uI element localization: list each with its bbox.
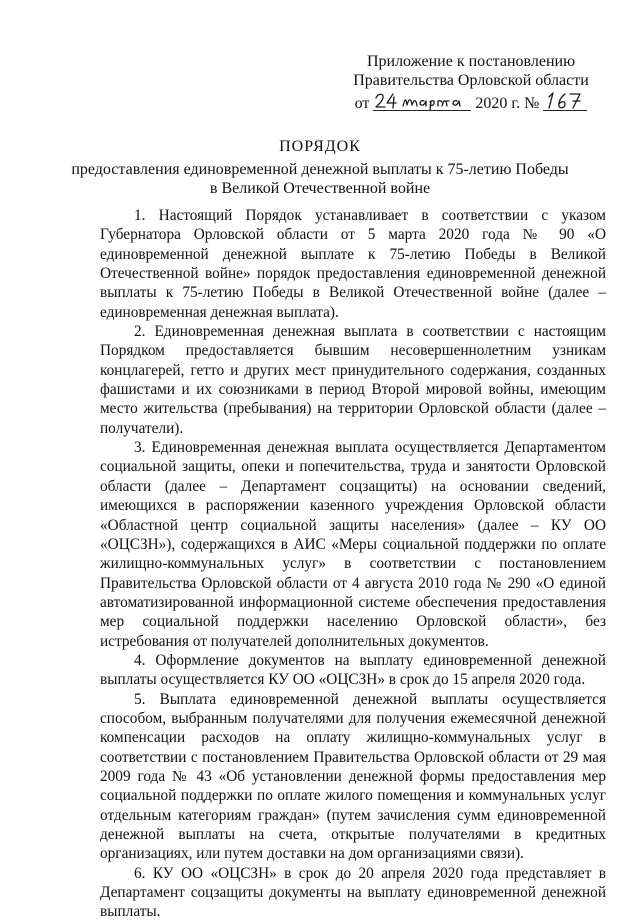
annex-year: 2020 г. № <box>475 95 540 112</box>
paragraph-4: 4. Оформление документов на выплату единовременной денежной выплаты осуществляется КУ ОО «ОЦСЗН» в срок до 15 апреля 2020 года. <box>100 651 606 689</box>
document-title: ПОРЯДОК <box>279 138 361 155</box>
handwritten-number <box>543 90 587 111</box>
document-body <box>100 206 606 922</box>
title-subline-1: предоставления единовременной денежной выплаты к 75-летию Победы <box>71 161 569 178</box>
annex-header <box>340 52 602 113</box>
paragraph-1: 1. Настоящий Порядок устанавливает в соответствии с указом Губернатора Орловской области от 5 марта 2020 года № 90 «О единовременной денежной выплате к 75-летию Победы в Великой Отечественной войне» порядок предоставления единовременной денежной выплаты к 75-летию Победы в Великой Отечественной войне (далее – единовременная денежная выплата). <box>100 207 606 321</box>
annex-date-line <box>340 90 602 113</box>
annex-line-1: Приложение к постановлению <box>366 53 576 70</box>
title-block <box>0 137 640 198</box>
paragraph-2: 2. Единовременная денежная выплата в соответствии с настоящим Порядком предоставляется бывшим несовершеннолетним узникам концлагерей, гетто и других мест принудительного содержания, созданных фашистами и их союзниками в период Второй мировой войны, имеющим место жительства (пребывания) на территории Орловской области (далее – получатели). <box>100 323 606 437</box>
paragraph-5: 5. Выплата единовременной денежной выплаты осуществляется способом, выбранным получателями для получения ежемесячной денежной компенсации расходов на оплату жилищно-коммунальных услуг в соответствии с постановлением Правительства Орловской области от 29 мая 2009 года № 43 «Об установлении денежной формы предоставления мер социальной поддержки по оплате жилого помещения и коммунальных услуг отдельным категориям граждан» (путем зачисления сумм единовременной денежной выплаты на счета, открытые получателями в кредитных организациях, или путем доставки на дом организациями связи). <box>100 690 606 863</box>
paragraph-3: 3. Единовременная денежная выплата осуществляется Департаментом социальной защиты, опеки и попечительства, труда и занятости Орловской области (далее – Департамент соцзащиты) на основании сведений, имеющихся в распоряжении казенного учреждения Орловской области «Областной центр социальной защиты населения» (далее – КУ ОО «ОЦСЗН»), содержащихся в АИС «Меры социальной поддержки по оплате жилищно-коммунальных услуг» в соответствии с постановлением Правительства Орловской области от 4 августа 2010 года № 290 «О единой автоматизированной информационной системе обеспечения предоставления мер социальной поддержки населению Орловской области», без истребования от получателей дополнительных документов. <box>100 439 606 650</box>
paragraph-6: 6. КУ ОО «ОЦСЗН» в срок до 20 апреля 2020 года представляет в Департамент соцзащиты документы на выплату единовременной денежной выплаты. <box>100 864 606 921</box>
title-subline-2: в Великой Отечественной войне <box>209 180 431 197</box>
annex-line-2: Правительства Орловской области <box>353 72 589 89</box>
annex-prefix: от <box>354 95 370 112</box>
handwritten-date <box>373 90 471 111</box>
